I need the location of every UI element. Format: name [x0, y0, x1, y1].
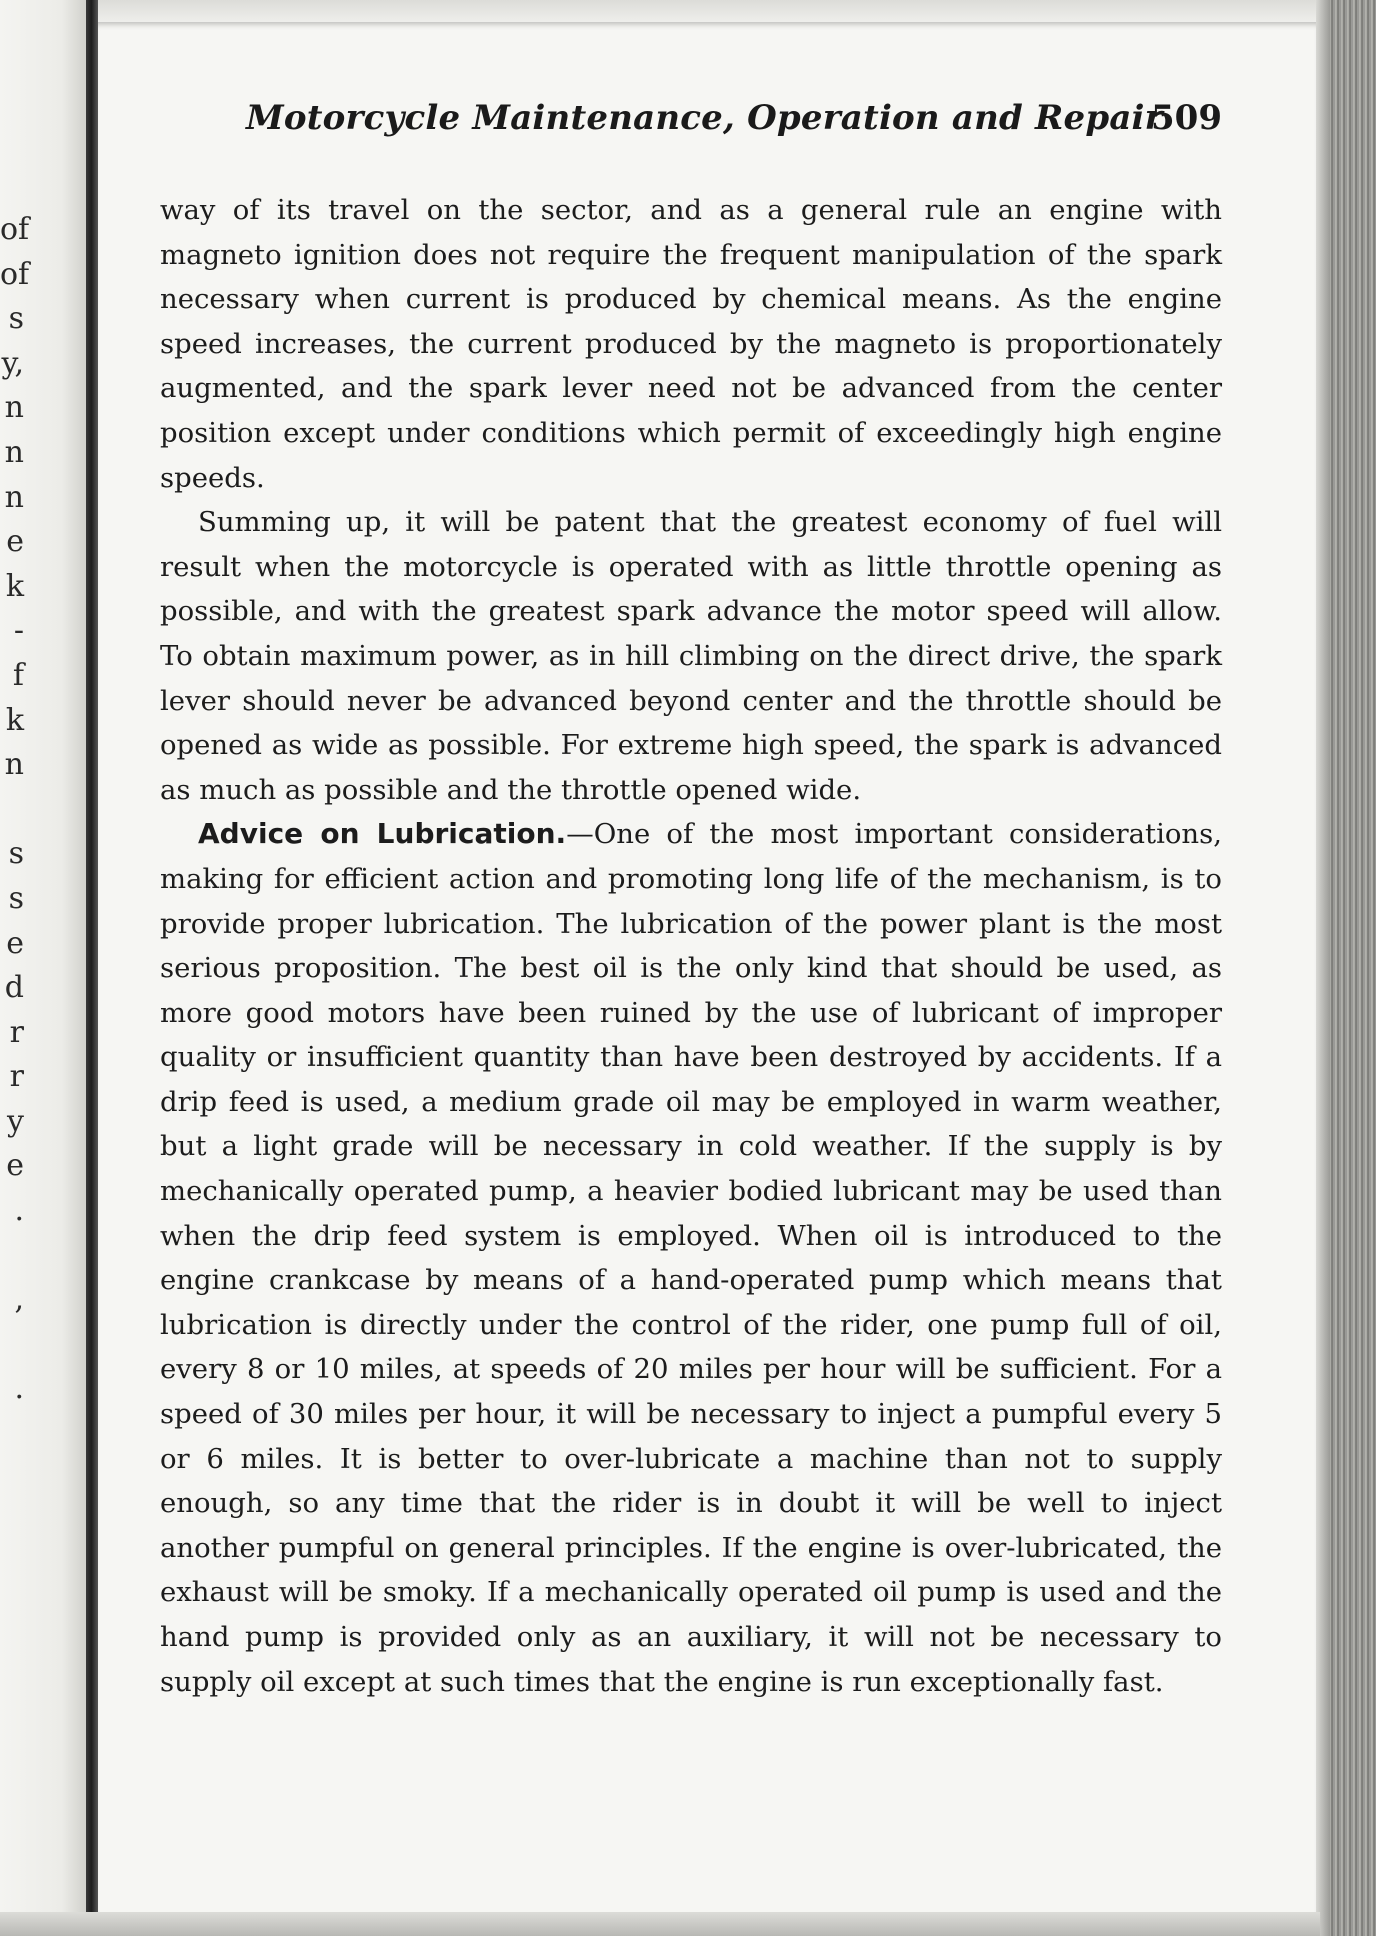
paragraph-summing-up: Summing up, it will be patent that the greatest economy of fuel will result when the motorcycle is operated with as little throttle opening as possible, and with the greatest spark advance the motor speed will allow. To obtain maximum power, as in hill climbing on the direct drive, the spark lever should never be advanced beyond center and the throttle should be opened as wide as possible. For extreme high speed, the spark is advanced as much as possible and the throttle opened wide.	[160, 506, 1222, 806]
book-gutter	[86, 0, 98, 1936]
paragraph-continuation: way of its travel on the sector, and as a general rule an engine with magneto ignition does not require the frequent manipulation of the spark necessary when current is produced by chemical means. As the engine speed increases, the current produced by the magneto is proportionately augmented, and the spark lever need not be advanced from the center position except under conditions which permit of exceedingly high engine speeds.	[160, 194, 1222, 494]
top-shadow	[0, 0, 1376, 24]
page-number: 509	[1151, 98, 1222, 138]
running-header	[152, 98, 1222, 150]
left-page-edge-letters: of of s y, n n n e k - f k n s s e d r r y e . , .	[0, 212, 30, 1407]
paragraph-lubrication-text: —One of the most important considerations, making for efficient action and promoting long life of the mechanism, is to provide proper lubrication. The lubrication of the power plant is the most serious proposition. The best oil is the only kind that should be used, as more good motors have been ruined by the use of lubricant of improper quality or insufficient quantity than have been destroyed by accidents. If a drip feed is used, a medium grade oil may be employed in warm weather, but a light grade will be necessary in cold weather. If the supply is by mechanically operated pump, a heavier bodied lubricant may be used than when the drip feed system is employed. When oil is introduced to the engine crankcase by means of a hand-operated pump which means that lubrication is directly under the control of the rider, one pump full of oil, every 8 or 10 miles, at speeds of 20 miles per hour will be sufficient. For a speed of 30 miles per hour, it will be necessary to inject a pumpful every 5 or 6 miles. It is better to over-lubricate a machine than not to supply enough, so any time that the rider is in doubt it will be well to inject another pumpful on general principles. If the engine is over-lubricated, the exhaust will be smoky. If a mechanically operated oil pump is used and the hand pump is provided only as an auxiliary, it will not be necessary to supply oil except at such times that the engine is run exceptionally fast.	[160, 818, 1222, 1698]
paragraph-lubrication	[160, 812, 1222, 1704]
running-title: Motorcycle Maintenance, Operation and Repair	[246, 98, 1163, 138]
bottom-edge	[0, 1912, 1320, 1936]
left-facing-page	[0, 0, 88, 1936]
section-heading: Advice on Lubrication.	[198, 817, 567, 851]
body-text	[160, 188, 1222, 1704]
page-stack-edge	[1316, 0, 1376, 1936]
